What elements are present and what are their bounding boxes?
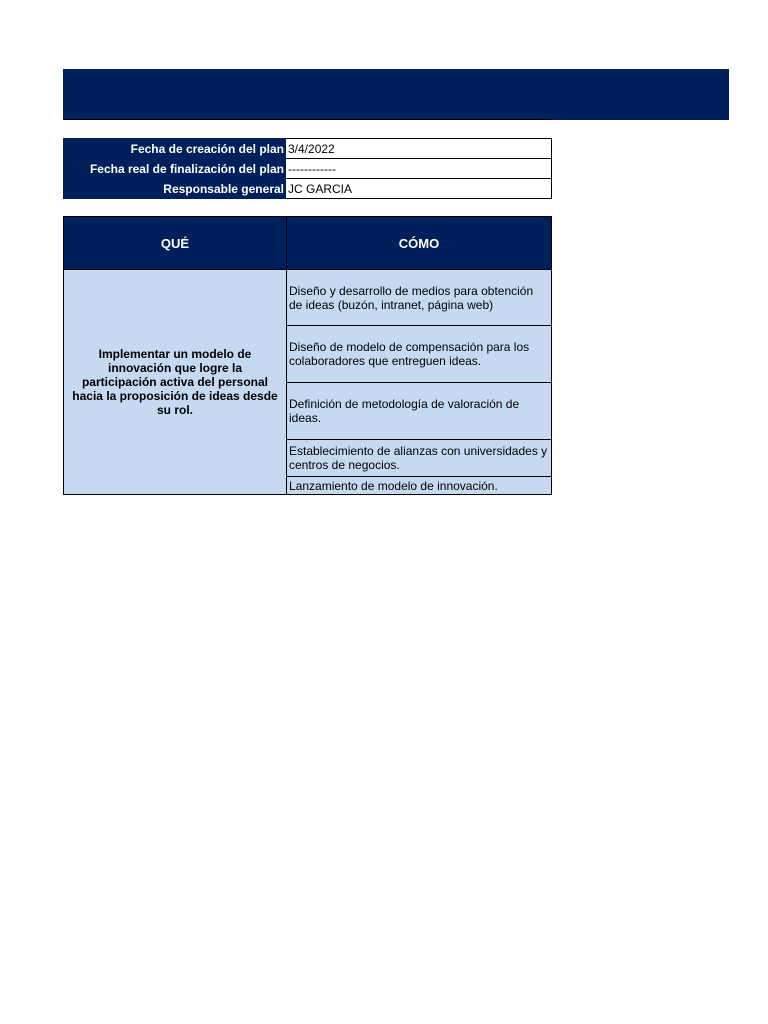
action-cell[interactable]: Establecimiento de alianzas con universidades y centros de negocios. xyxy=(287,440,552,477)
action-cell[interactable]: Lanzamiento de modelo de innovación. xyxy=(287,477,552,495)
responsible-value[interactable]: JC GARCIA xyxy=(286,179,552,199)
final-date-value[interactable]: ------------ xyxy=(286,159,552,179)
column-header-que: QUÉ xyxy=(64,217,287,270)
plan-info-table xyxy=(63,138,552,199)
info-row-responsible xyxy=(64,179,552,199)
objective-cell[interactable]: Implementar un modelo de innovación que logre la participación activa del personal hacia la proposición de ideas desde su rol. xyxy=(64,270,287,495)
info-row-creation xyxy=(64,139,552,159)
final-date-label: Fecha real de finalización del plan xyxy=(64,159,286,179)
table-row xyxy=(64,270,552,326)
action-cell[interactable]: Diseño de modelo de compensación para los colaboradores que entreguen ideas. xyxy=(287,326,552,383)
action-cell[interactable]: Definición de metodología de valoración de ideas. xyxy=(287,383,552,440)
column-header-como: CÓMO xyxy=(287,217,552,270)
info-row-final xyxy=(64,159,552,179)
action-cell[interactable]: Diseño y desarrollo de medios para obtención de ideas (buzón, intranet, página web) xyxy=(287,270,552,326)
responsible-label: Responsable general xyxy=(64,179,286,199)
banner-divider xyxy=(63,119,552,120)
creation-date-value[interactable]: 3/4/2022 xyxy=(286,139,552,159)
action-plan-table xyxy=(63,216,552,495)
title-banner xyxy=(63,69,729,120)
header-row xyxy=(64,217,552,270)
creation-date-label: Fecha de creación del plan xyxy=(64,139,286,159)
